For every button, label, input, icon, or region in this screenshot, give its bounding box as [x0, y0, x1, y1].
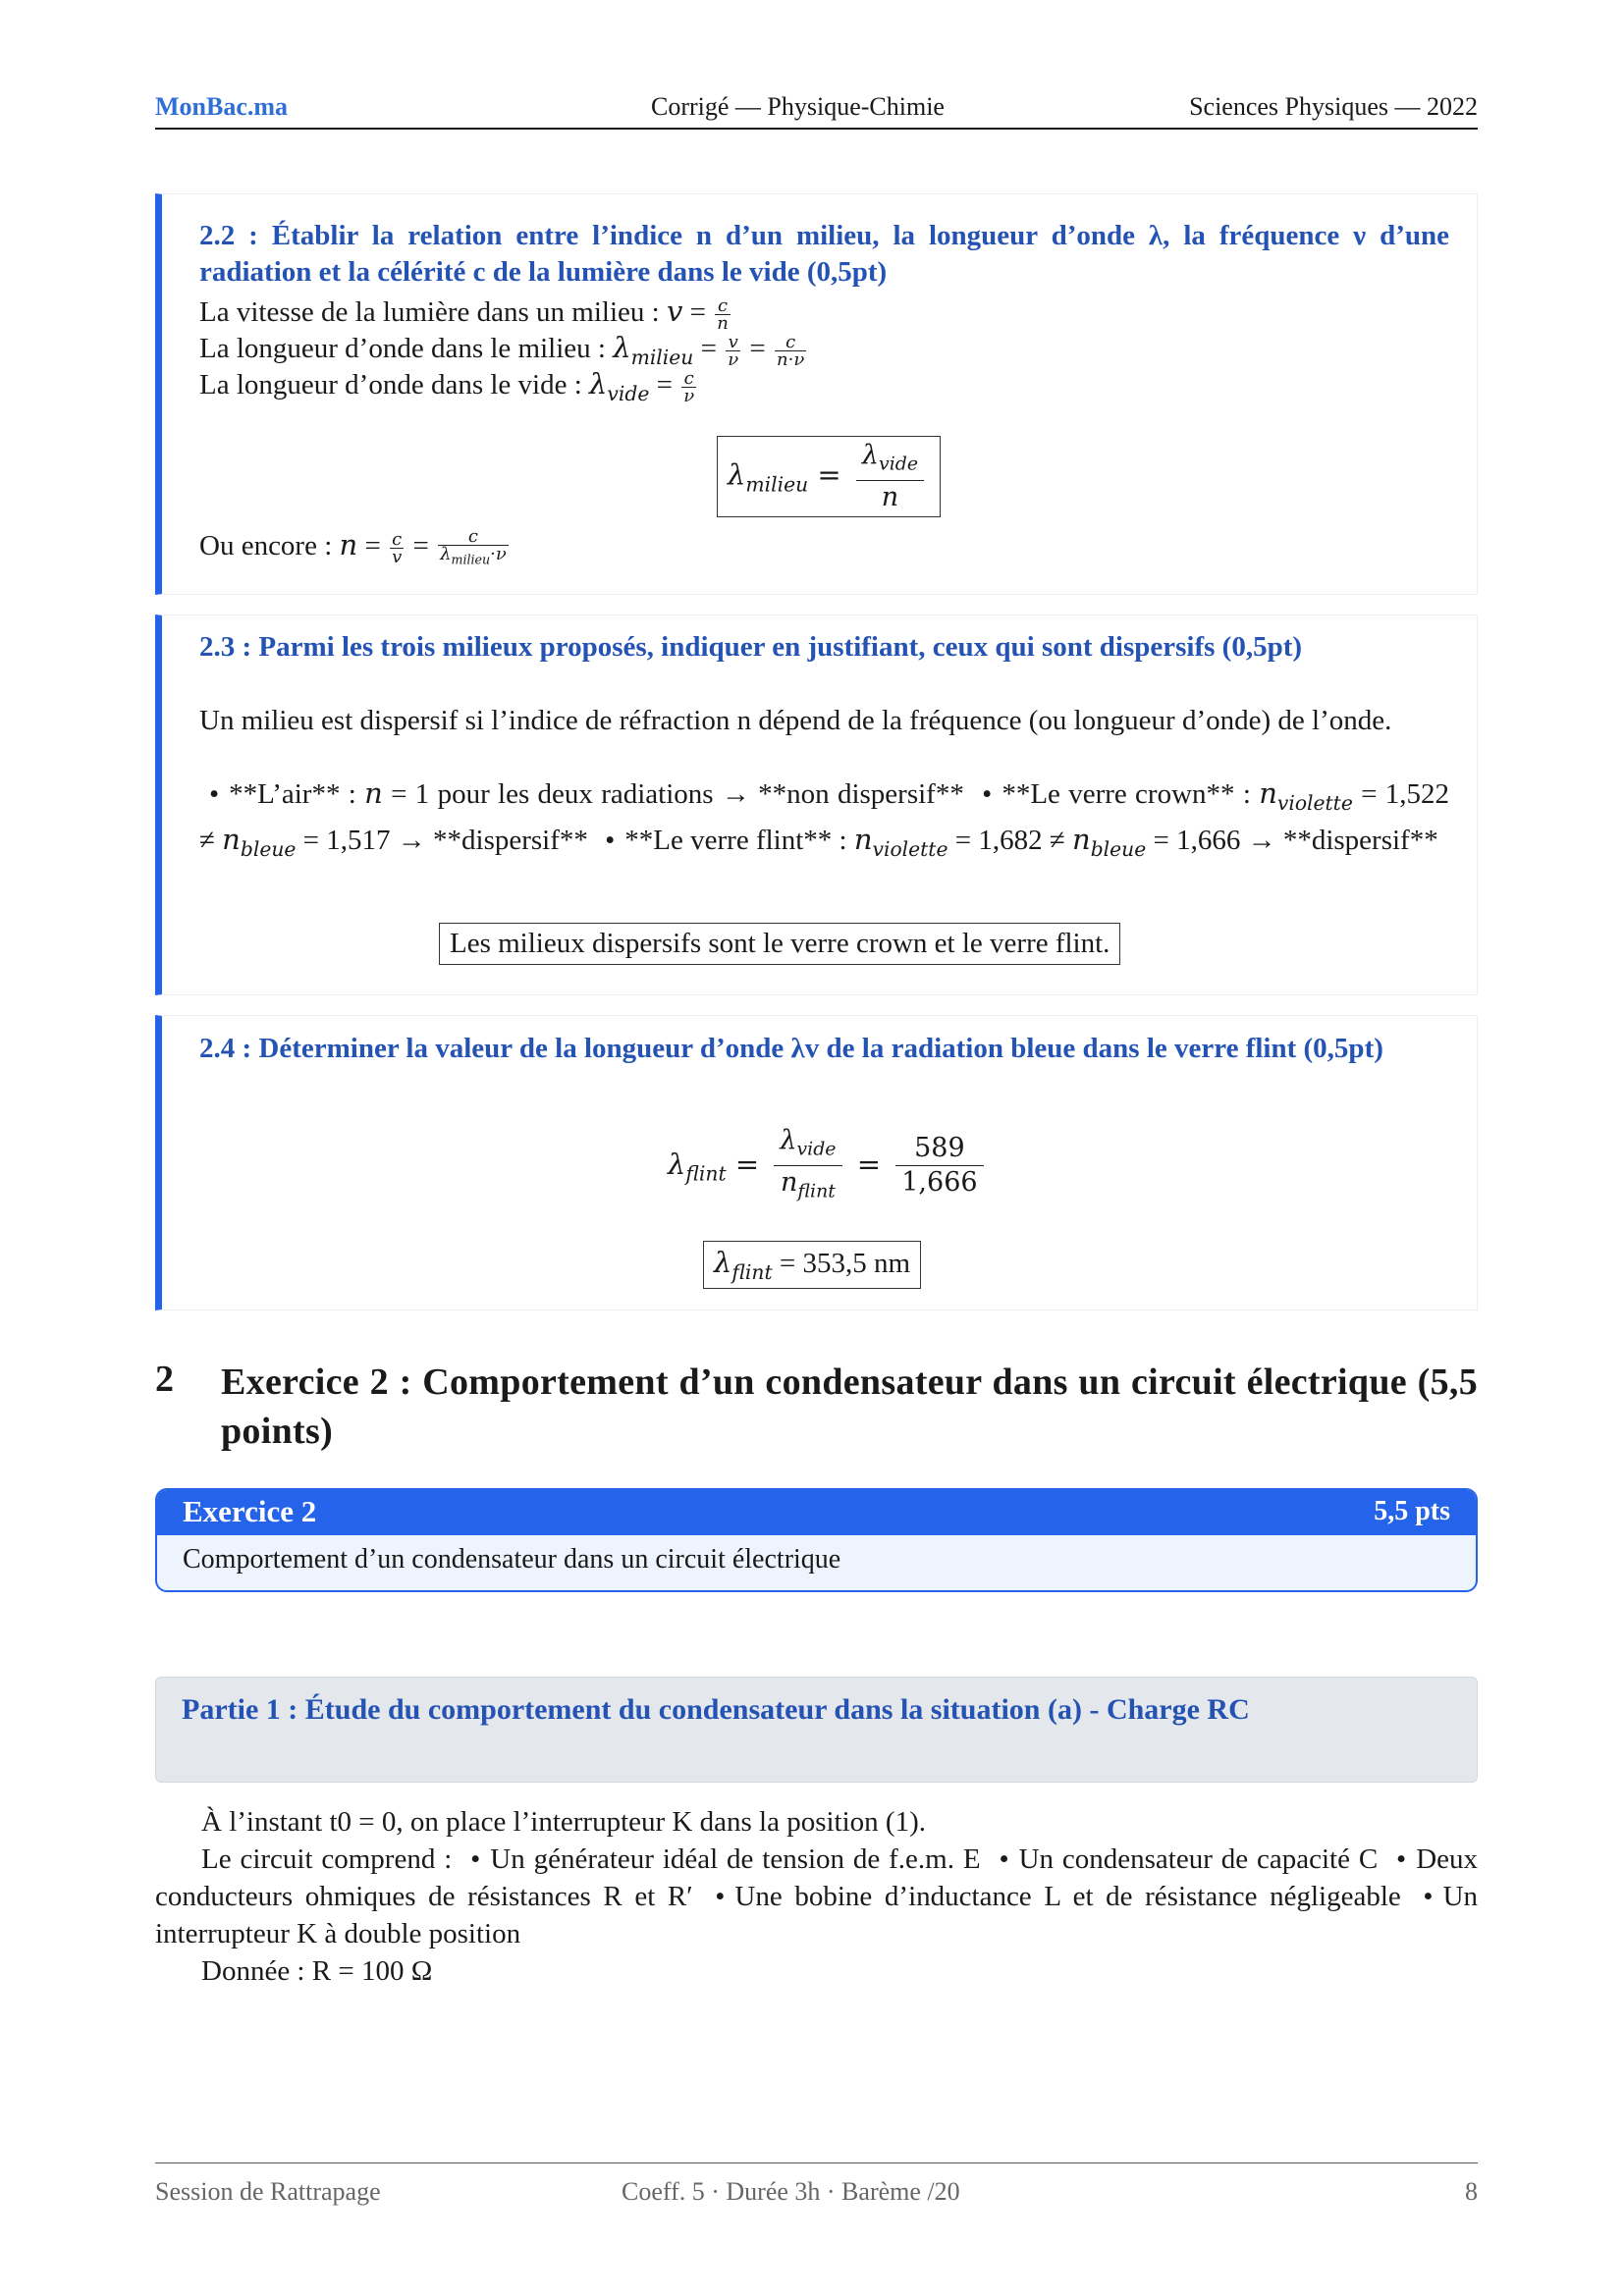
- question-2-3: [155, 614, 1478, 995]
- exercise-label: Exercice 2: [183, 1494, 317, 1528]
- q23-definition: Un milieu est dispersif si l’indice de réfraction n dépend de la fréquence (ou longueur d’onde) de l’onde.: [199, 705, 1392, 736]
- q22-boxed-relation: $\lambda_{milieu}$ = $\frac{\lambda_{vide}}{n}$: [717, 436, 941, 517]
- q22-line-lambda-milieu: La longueur d’onde dans le milieu : $\lambda_{milieu}$ = $\frac{v}{\nu}$ = $\frac{c}{n\cdot\nu}$: [199, 331, 805, 370]
- body-donnee: Donnée : R = 100 Ω: [201, 1955, 433, 1987]
- question-2-2: [155, 193, 1478, 595]
- q23-conclusion-box: Les milieux dispersifs sont le verre crown et le verre flint.: [439, 923, 1120, 965]
- question-2-3-title: 2.3 : Parmi les trois milieux proposés, indiquer en justifiant, ceux qui sont dispersifs (0,5pt): [199, 631, 1303, 663]
- exercise-card: [155, 1488, 1478, 1592]
- section-number: 2: [155, 1359, 174, 1400]
- exercise-card-header: [157, 1490, 1476, 1535]
- question-2-2-title: 2.2 : Établir la relation entre l’indice n d’un milieu, la longueur d’onde λ, la fréquence ν d’une radiation et la célérité c de la lumière dans le vide (0,5pt): [199, 220, 1449, 288]
- page-header: [155, 92, 1478, 130]
- body-paragraph-circuit: Le circuit comprend : • Un générateur idéal de tension de f.e.m. E • Un condensateur de capacité C • Deux conducteurs ohmiques de résistances R et R′ • Une bobine d’inductance L et de résistance négligeable • Un interrupteur K à double position: [155, 1843, 1479, 1949]
- header-series-year: Sciences Physiques — 2022: [1189, 92, 1478, 121]
- q24-formula: $\lambda_{flint}$ = $\frac{\lambda_{vide}}{n_{flint}}$ = $\frac{589}{1,666}$: [668, 1124, 990, 1208]
- circuit-item: Deux conducteurs ohmiques de résistances R et R′: [155, 1843, 1479, 1912]
- partie-heading: [155, 1677, 1478, 1783]
- footer-exam-info: Coeff. 5 · Durée 3h · Barème /20: [622, 2177, 960, 2206]
- circuit-item: Une bobine d’inductance L et de résistance négligeable: [734, 1881, 1401, 1912]
- page-number: 8: [1465, 2177, 1478, 2206]
- footer-session: Session de Rattrapage: [155, 2177, 381, 2206]
- q22-line-alt: Ou encore : n = $\frac{c}{v}$ = $\frac{c}{\lambda_{milieu}\cdot\nu}$: [199, 526, 507, 567]
- q22-line-speed: La vitesse de la lumière dans un milieu : v = $\frac{c}{n}$: [199, 294, 729, 334]
- circuit-item: Un générateur idéal de tension de f.e.m. E: [490, 1843, 981, 1875]
- question-2-4-title: 2.4 : Déterminer la valeur de la longueur d’onde λv de la radiation bleue dans le verre flint (0,5pt): [199, 1033, 1383, 1064]
- header-subject: Corrigé — Physique-Chimie: [651, 92, 945, 121]
- q23-media-list: • **L’air** : n = 1 pour les deux radiations → **non dispersif** • **Le verre crown** : $n_{violette} = 1,522 \ne n_{bleue} = 1,517$ → **dispersif** • **Le verre flint** : $n_{violette} = 1,682 \ne n_{bleue} = 1,666$ → **dispersif**: [199, 776, 1450, 861]
- q22-line-lambda-vide: La longueur d’onde dans le vide : $\lambda_{vide}$ = $\frac{c}{\nu}$: [199, 367, 695, 406]
- question-2-4: [155, 1015, 1478, 1310]
- body-paragraph-1: À l’instant t0 = 0, on place l’interrupteur K dans la position (1).: [201, 1806, 926, 1838]
- exercise-points: 5,5 pts: [1374, 1496, 1450, 1526]
- q24-result-box: $\lambda_{flint} = 353,5$ nm: [703, 1241, 921, 1289]
- site-brand[interactable]: MonBac.ma: [155, 92, 289, 121]
- partie-title: Partie 1 : Étude du comportement du condensateur dans la situation (a) - Charge RC: [182, 1693, 1250, 1726]
- circuit-item: Un condensateur de capacité C: [1018, 1843, 1379, 1875]
- section-title: Exercice 2 : Comportement d’un condensateur dans un circuit électrique (5,5 points): [221, 1362, 1478, 1452]
- circuit-item: Un interrupteur K à double position: [155, 1881, 1479, 1949]
- exercise-subtitle: Comportement d’un condensateur dans un circuit électrique: [183, 1544, 841, 1575]
